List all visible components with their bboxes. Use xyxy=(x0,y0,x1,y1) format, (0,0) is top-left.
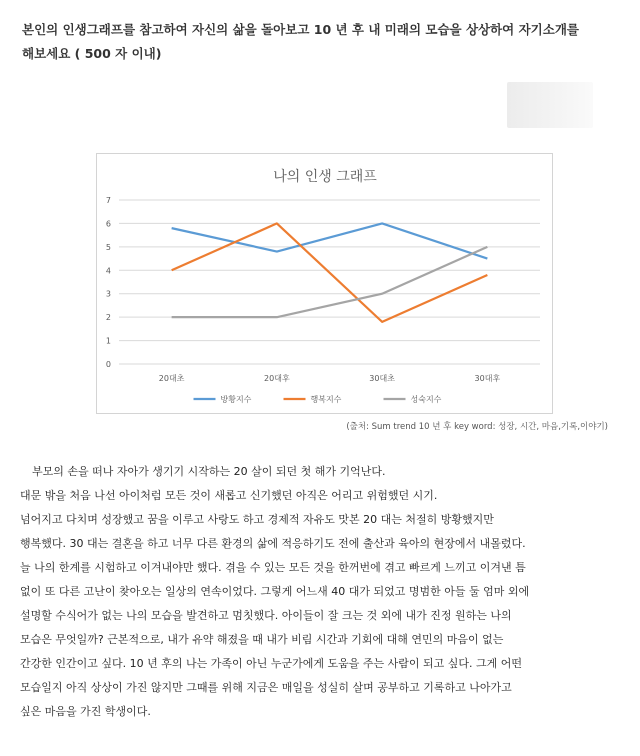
essay-line: 없이 또 다른 고난이 찾아오는 일상의 연속이었다. 그렇게 어느새 40 대가 되었고 명범한 아들 둘 엄마 외에 xyxy=(20,585,530,598)
y-tick-label: 3 xyxy=(105,289,111,299)
y-tick-label: 7 xyxy=(105,196,111,205)
y-tick-label: 6 xyxy=(105,219,111,229)
chart-source-caption: (출처: Sum trend 10 년 후 key word: 성장, 시간, 마음,기록,이야기) xyxy=(346,422,608,432)
x-tick-label: 20대후 xyxy=(264,374,290,383)
chart-series xyxy=(172,223,488,321)
question-line-1: 본인의 인생그래프를 참고하여 자신의 삶을 돌아보고 10 년 후 내 미래의 모습을 상상하여 자기소개를 xyxy=(22,22,579,37)
essay-line: 늘 나의 한계를 시험하고 이겨내야만 했다. 겪을 수 있는 모든 것을 한꺼번에 겪고 빠르게 느끼고 이겨낸 틈 xyxy=(20,561,526,574)
x-tick-label: 30대후 xyxy=(474,374,501,383)
question-line-2: 해보세요 ( 500 자 이내) xyxy=(22,46,162,61)
redacted-region xyxy=(507,82,593,128)
chart-gridlines xyxy=(119,200,540,364)
y-tick-label: 4 xyxy=(105,266,111,276)
essay-line: 부모의 손을 떠나 자아가 생기기 시작하는 20 살이 되던 첫 해가 기억난다. xyxy=(32,465,386,478)
series-line xyxy=(172,223,488,258)
chart-legend xyxy=(194,394,442,404)
chart-canvas xyxy=(97,154,554,415)
legend-label: 방황지수 xyxy=(220,395,252,404)
chart-title: 나의 인생 그래프 xyxy=(273,169,377,185)
y-tick-label: 1 xyxy=(105,336,111,346)
y-tick-label: 5 xyxy=(105,242,111,252)
self-introduction-essay xyxy=(20,460,618,724)
essay-line: 대문 밖을 처음 나선 아이처럼 모든 것이 새롭고 신기했던 아직은 어리고 위험했던 시기. xyxy=(20,489,438,502)
legend-label: 행복지수 xyxy=(310,395,342,404)
x-tick-label: 20대초 xyxy=(158,374,185,383)
chart-axis-labels xyxy=(106,196,501,383)
essay-line: 모습은 무엇일까? 근본적으로, 내가 유약 해졌을 때 내가 비림 시간과 기회에 대해 연민의 마음이 없는 xyxy=(20,633,504,646)
essay-line: 행복했다. 30 대는 결혼을 하고 너무 다른 환경의 삶에 적응하기도 전에 출산과 육아의 현장에서 내몰렸다. xyxy=(20,537,526,550)
series-line xyxy=(172,247,488,317)
x-tick-label: 30대초 xyxy=(369,374,395,383)
question-prompt xyxy=(22,18,612,66)
life-graph-chart xyxy=(96,153,553,414)
essay-line: 넘어지고 다치며 성장했고 꿈을 이루고 사랑도 하고 경제적 자유도 맛본 20 대는 처절히 방황했지만 xyxy=(20,513,494,526)
essay-line: 모습일지 아직 상상이 가진 않지만 그때를 위해 지금은 매일을 성실히 살며 공부하고 기록하고 나아가고 xyxy=(20,681,512,694)
legend-label: 성숙지수 xyxy=(410,395,442,404)
essay-line: 간강한 인간이고 싶다. 10 년 후의 나는 가족이 아닌 누군가에게 도움을 주는 사람이 되고 싶다. 그게 어떤 xyxy=(20,657,522,670)
essay-line: 설명할 수식어가 없는 나의 모습을 발견하고 멈칫했다. 아이들이 잘 크는 것 외에 내가 진정 원하는 나의 xyxy=(20,609,512,622)
essay-line: 싶은 마음을 가진 학생이다. xyxy=(20,705,151,718)
y-tick-label: 2 xyxy=(105,313,111,323)
y-tick-label: 0 xyxy=(105,360,111,369)
